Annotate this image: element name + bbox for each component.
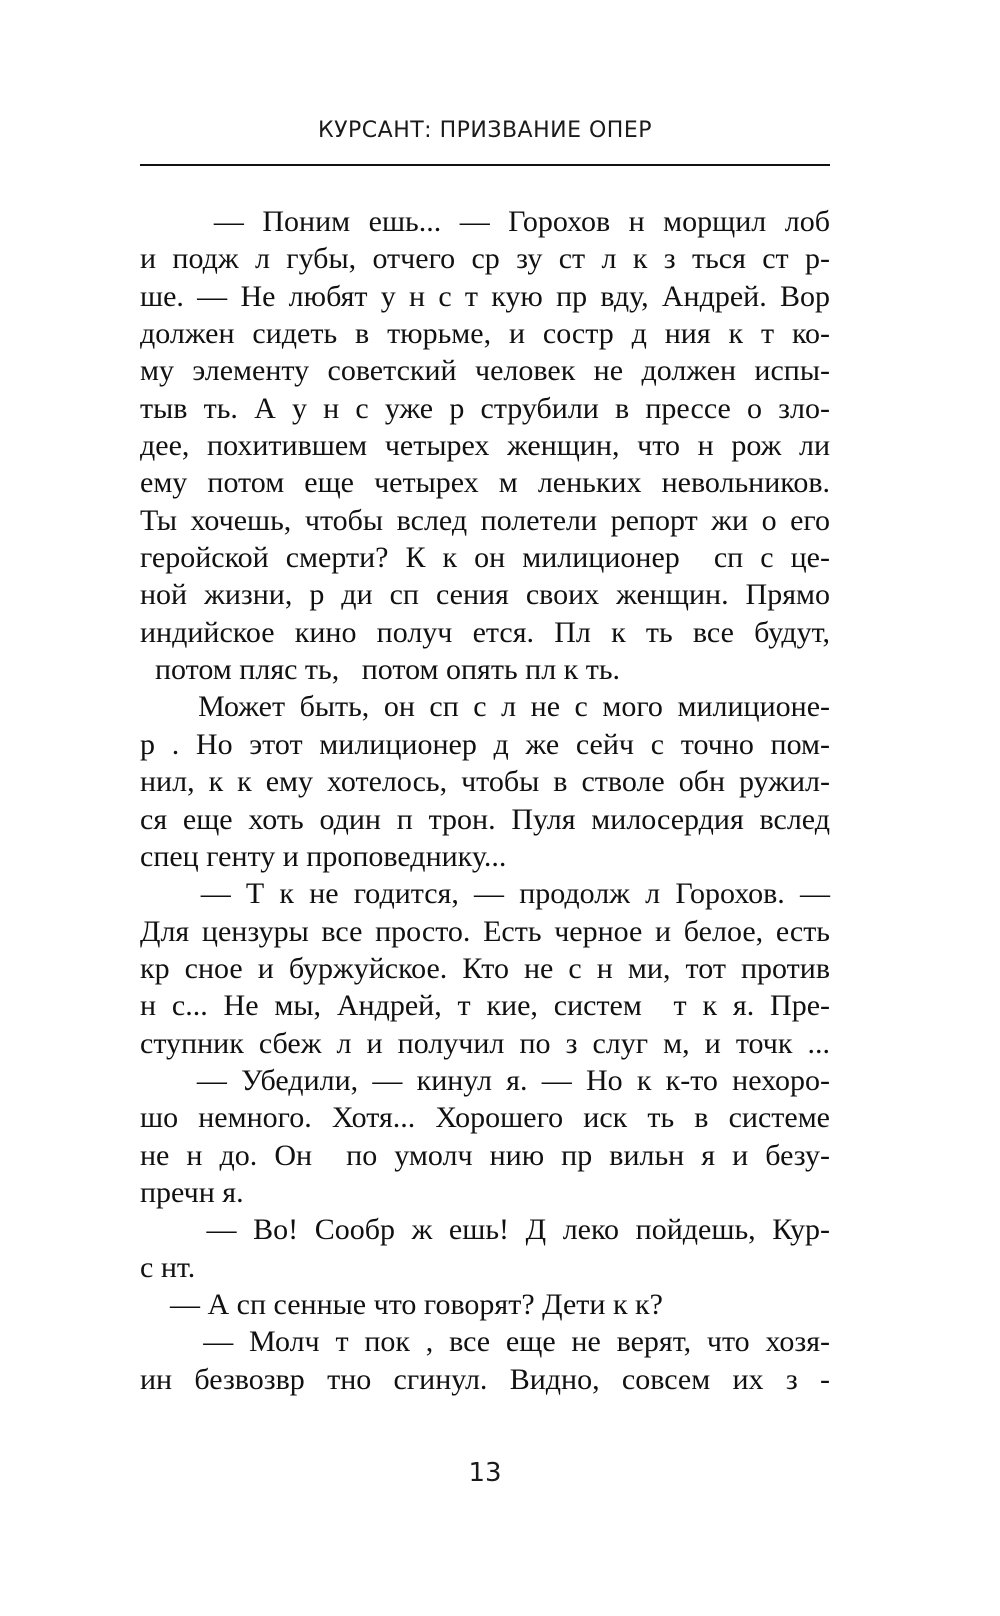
text-line: ше. — Не любят у н с т кую пр вду, Андрей. Вор — [140, 279, 830, 313]
text-line: и подж л губы, отчего ср зу ст л к з ться ст р- — [140, 242, 830, 276]
body-text — [140, 203, 830, 1398]
text-line: геройской смерти? К к он милиционер сп с це- — [140, 541, 830, 575]
text-line: должен сидеть в тюрьме, и состр д ния к т ко- — [140, 317, 830, 351]
text-line: ин безвозвр тно сгинул. Видно, совсем их з - — [140, 1362, 830, 1396]
text-line: Для цензуры все просто. Есть черное и белое, есть — [140, 914, 830, 948]
text-line: ся еще хоть один п трон. Пуля милосердия вслед — [140, 802, 830, 836]
text-line: ступник сбеж л и получил по з слуг м, и точк ... — [140, 1026, 830, 1060]
text-line: пречн я. — [140, 1175, 244, 1209]
text-line: с нт. — [140, 1250, 196, 1284]
text-line: — Во! Сообр ж ешь! Д леко пойдешь, Кур- — [140, 1213, 830, 1247]
text-line: — А сп сенные что говорят? Дети к к? — [140, 1287, 663, 1321]
text-line: — Т к не годится, — продолж л Горохов. — — [140, 877, 830, 911]
text-line: ему потом еще четырех м леньких невольников. — [140, 466, 830, 500]
text-line: н с... Не мы, Андрей, т кие, систем т к я. Пре- — [140, 989, 830, 1023]
page-number: 13 — [468, 1458, 502, 1488]
text-line: му элементу советский человек не должен испы- — [140, 354, 830, 388]
text-line: нил, к к ему хотелось, чтобы в стволе обн ружил- — [140, 765, 830, 799]
running-head-title: КУРСАНТ: ПРИЗВАНИЕ ОПЕР — [317, 118, 653, 143]
text-line: спец генту и проповеднику... — [140, 839, 507, 873]
text-line: индийское кино получ ется. Пл к ть все будут, — [140, 615, 830, 649]
text-line: — Молч т пок , все еще не верят, что хозя- — [140, 1325, 830, 1359]
text-line: р . Но этот милиционер д же сейч с точно пом- — [140, 727, 830, 761]
text-line: тыв ть. А у н с уже р струбили в прессе о зло- — [140, 391, 830, 425]
text-line: шо немного. Хотя... Хорошего иск ть в системе — [140, 1101, 830, 1135]
text-line: дее, похитившем четырех женщин, что н рож ли — [140, 429, 830, 463]
text-line: Может быть, он сп с л не с мого милиционе- — [140, 690, 830, 724]
text-line: потом пляс ть, потом опять пл к ть. — [140, 653, 621, 687]
text-line: — Поним ешь... — Горохов н морщил лоб — [140, 205, 830, 238]
header-rule — [140, 164, 830, 166]
text-line: — Убедили, — кинул я. — Но к к-то нехоро- — [140, 1063, 830, 1097]
text-line: Ты хочешь, чтобы вслед полетели репорт жи о его — [140, 503, 830, 537]
text-line: не н до. Он по умолч нию пр вильн я и безу- — [140, 1138, 830, 1172]
text-line: ной жизни, р ди сп сения своих женщин. Прямо — [140, 578, 830, 612]
text-line: кр сное и буржуйское. Кто не с н ми, тот против — [140, 951, 830, 985]
